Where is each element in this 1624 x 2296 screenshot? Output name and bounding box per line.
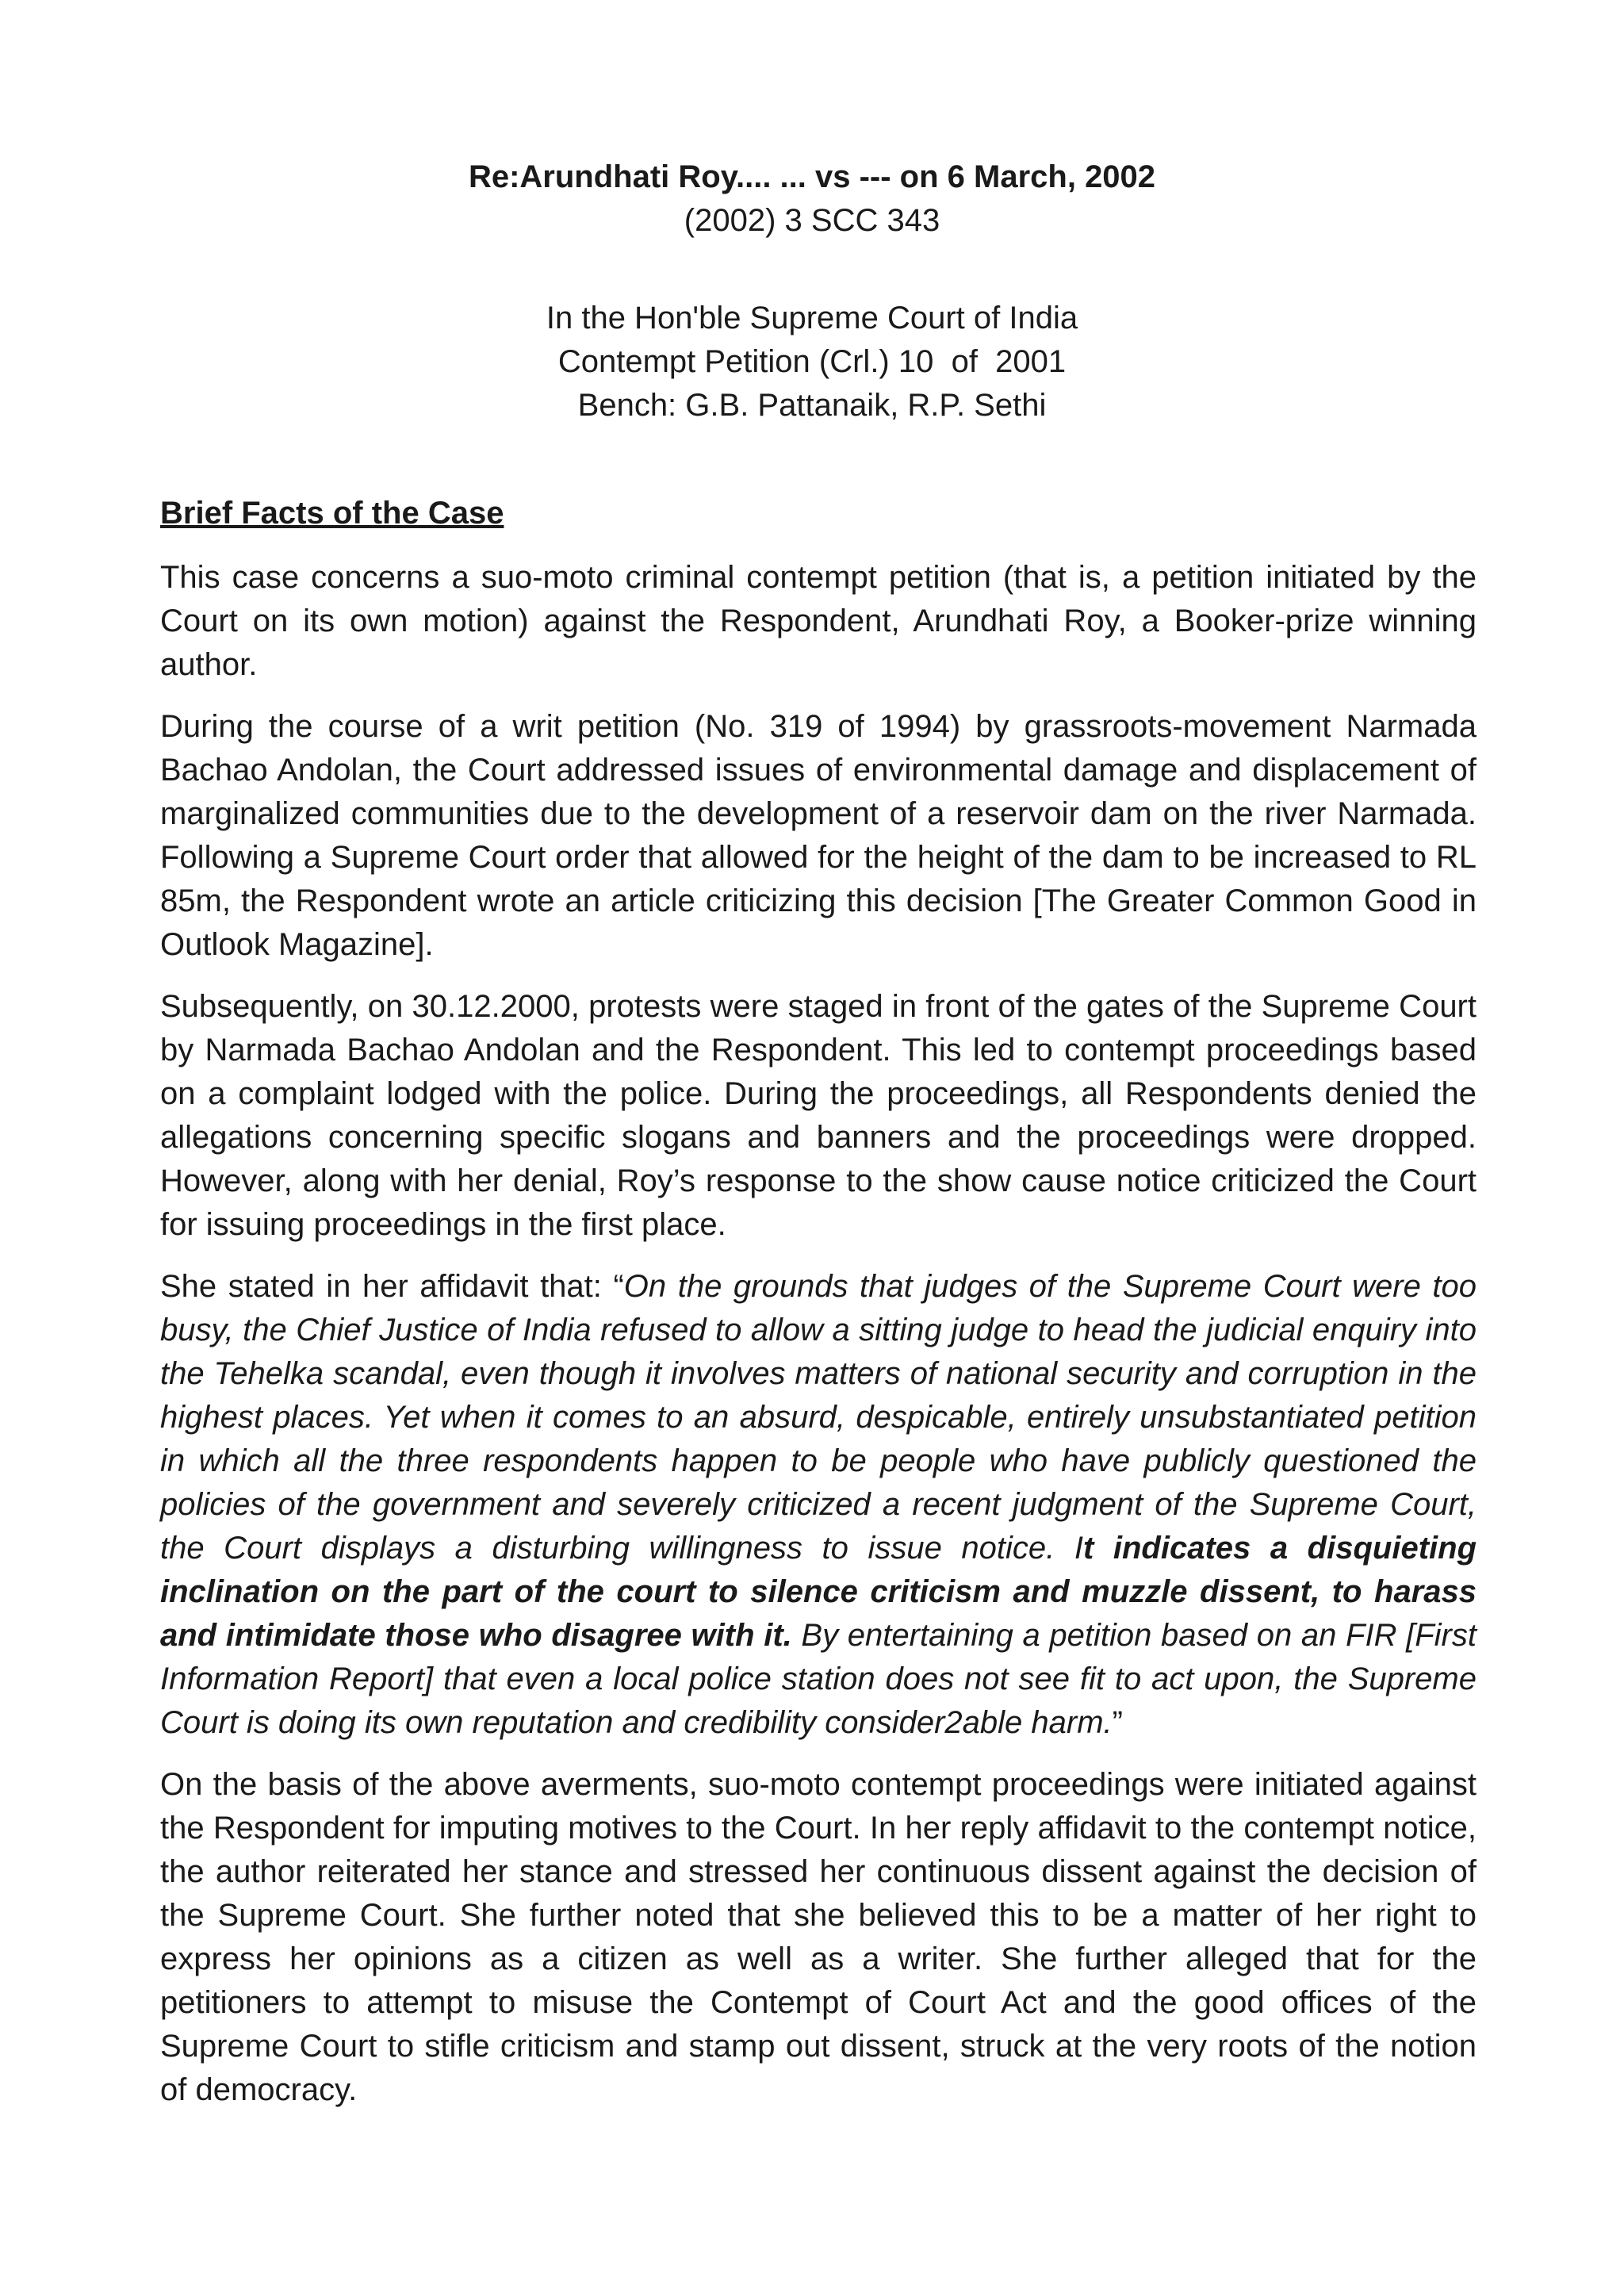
section-heading: Brief Facts of the Case: [160, 496, 504, 531]
paragraph-3: Subsequently, on 30.12.2000, protests were staged in front of the gates of the Supreme Court by Narmada Bachao Andolan and the Respondent. This led to contempt proceedings based on a complaint lodged with the police. During the proceedings, all Respondents denied the allegations concerning specific slogans and banners and the proceedings were dropped. However, along with her denial, Roy’s response to the show cause notice criticized the Court for issuing proceedings in the first place.: [160, 989, 1477, 1242]
quote-close: ”: [1112, 1705, 1123, 1740]
paragraph-2: During the course of a writ petition (No. 319 of 1994) by grassroots-movement Narmada Bachao Andolan, the Court addressed issues of environmental damage and displacement of marginalized communities due to the development of a reservoir dam on the river Narmada. Following a Supreme Court order that allowed for the height of the dam to be increased to RL 85m, the Respondent wrote an article criticizing this decision [The Greater Common Good in Outlook Magazine].: [160, 709, 1477, 962]
court-details: [0, 297, 1624, 427]
quote-italic: On the grounds that judges of the Supreme Court were too busy, the Chief Justice of India refused to allow a sitting judge to head the judicial enquiry into the Tehelka scandal, even though it involves matters of national security and corruption in the highest places. Yet when it comes to an absurd, despicable, entirely unsubstantiated petition in which all the three respondents happen to be people who have publicly questioned the policies of the government and severely criticized a recent judgment of the Supreme Court, the Court displays a disturbing willingness to issue notice. I: [160, 1269, 1477, 1566]
court-name: In the Hon'ble Supreme Court of India: [546, 301, 1078, 335]
document-body: [160, 492, 1477, 2130]
paragraph-1: This case concerns a suo-moto criminal contempt petition (that is, a petition initiated by the Court on its own motion) against the Respondent, Arundhati Roy, a Booker-prize winning author.: [160, 560, 1477, 682]
quote-italic-end: By entertaining a petition based on an FIR [First Information Report] that even a local police station does not see fit to act upon, the Supreme Court is doing its own reputation and credibility consider2able harm.: [160, 1618, 1477, 1740]
petition-number: Contempt Petition (Crl.) 10 of 2001: [557, 344, 1067, 379]
case-citation: (2002) 3 SCC 343: [684, 203, 940, 238]
case-header: [0, 155, 1624, 243]
quote-bold-emphasis: t indicates a disquieting inclination on the part of the court to silence criticism and muzzle dissent, to harass and intimidate those who disagree with it.: [160, 1531, 1477, 1653]
paragraph-5: On the basis of the above averments, suo-moto contempt proceedings were initiated against the Respondent for imputing motives to the Court. In her reply affidavit to the contempt notice, the author reiterated her stance and stressed her continuous dissent against the decision of the Supreme Court. She further noted that she believed this to be a matter of her right to express her opinions as a citizen as well as a writer. She further alleged that for the petitioners to attempt to misuse the Contempt of Court Act and the good offices of the Supreme Court to stifle criticism and stamp out dissent, struck at the very roots of the notion of democracy.: [160, 1767, 1477, 2107]
paragraph-4-affidavit-quote: [160, 1265, 1477, 1745]
quote-intro: She stated in her affidavit that: “: [160, 1269, 624, 1304]
bench-judges: Bench: G.B. Pattanaik, R.P. Sethi: [577, 388, 1047, 423]
case-title: Re:Arundhati Roy.... ... vs --- on 6 March, 2002: [468, 159, 1156, 194]
